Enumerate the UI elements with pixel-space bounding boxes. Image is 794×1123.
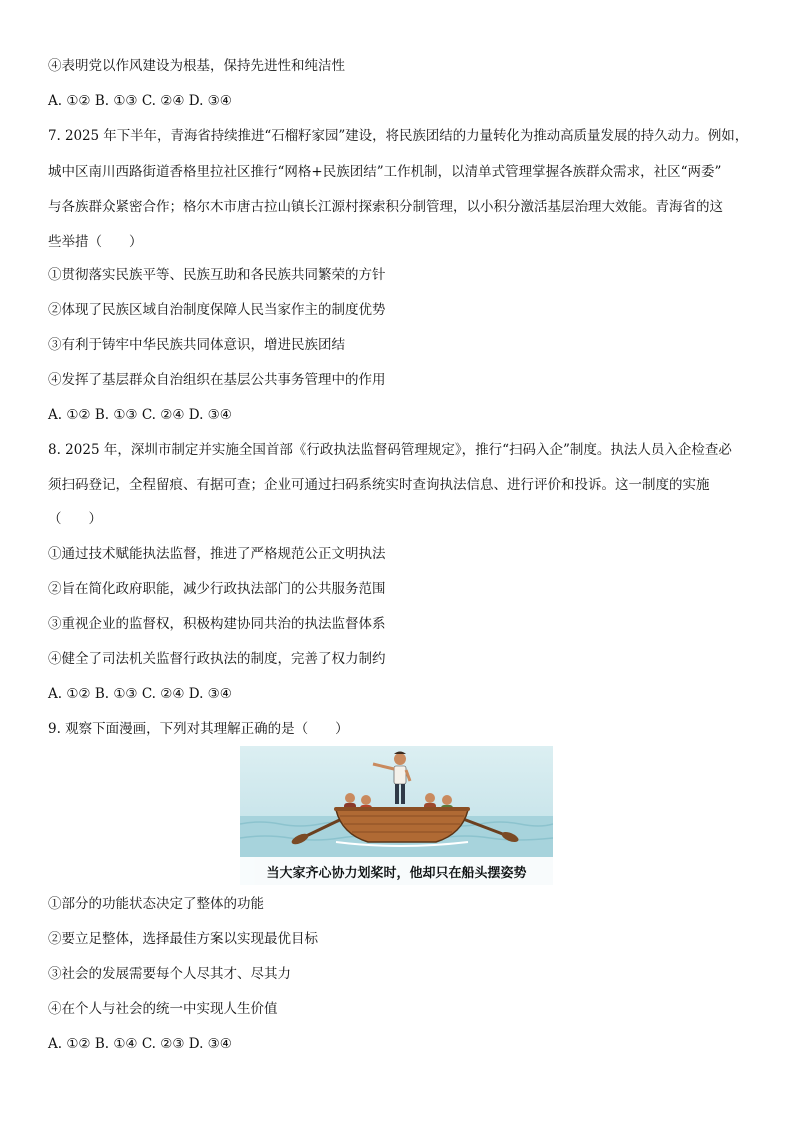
q8-stem-line-3: （ ）	[48, 511, 102, 527]
q7-option-4: ④发挥了基层群众自治组织在基层公共事务管理中的作用	[48, 372, 386, 388]
q8-option-2: ②旨在简化政府职能，减少行政执法部门的公共服务范围	[48, 581, 386, 597]
q6-option-4: ④表明党以作风建设为根基，保持先进性和纯洁性	[48, 58, 345, 74]
q7-stem-line-3: 与各族群众紧密合作；格尔木市唐古拉山镇长江源村探索积分制管理，以小积分激活基层治理大效能。青海省的这	[48, 199, 723, 215]
q7-stem-line-4: 些举措（ ）	[48, 234, 143, 250]
q9-answer-choices: A. ①② B. ①④ C. ②③ D. ③④	[48, 1036, 232, 1052]
q7-option-3: ③有利于铸牢中华民族共同体意识，增进民族团结	[48, 337, 345, 353]
q9-option-4: ④在个人与社会的统一中实现人生价值	[48, 1001, 278, 1017]
cartoon-caption-bar	[240, 857, 553, 885]
q8-stem-line-1: 8. 2025 年，深圳市制定并实施全国首部《行政执法监督码管理规定》，推行“扫码入企”制度。执法人员入企检查必	[48, 442, 732, 458]
cartoon-caption: 当大家齐心协力划桨时，他却只在船头摆姿势	[266, 865, 527, 881]
q8-answer-choices: A. ①② B. ①③ C. ②④ D. ③④	[48, 686, 232, 702]
q8-stem-line-2: 须扫码登记，全程留痕、有据可查；企业可通过扫码系统实时查询执法信息、进行评价和投诉。这一制度的实施	[48, 477, 710, 493]
q9-option-1: ①部分的功能状态决定了整体的功能	[48, 896, 264, 912]
q8-option-4: ④健全了司法机关监督行政执法的制度，完善了权力制约	[48, 651, 386, 667]
q9-stem: 9. 观察下面漫画，下列对其理解正确的是（ ）	[48, 721, 349, 737]
q8-option-1: ①通过技术赋能执法监督，推进了严格规范公正文明执法	[48, 546, 386, 562]
rowing-boat-cartoon	[240, 746, 553, 885]
q9-option-2: ②要立足整体，选择最佳方案以实现最优目标	[48, 931, 318, 947]
q6-answer-choices: A. ①② B. ①③ C. ②④ D. ③④	[48, 93, 232, 109]
q8-option-3: ③重视企业的监督权，积极构建协同共治的执法监督体系	[48, 616, 386, 632]
q7-stem-line-1: 7. 2025 年下半年，青海省持续推进“石榴籽家园”建设，将民族团结的力量转化为推动高质量发展的持久动力。例如，	[48, 128, 749, 144]
q7-option-1: ①贯彻落实民族平等、民族互助和各民族共同繁荣的方针	[48, 267, 386, 283]
q7-option-2: ②体现了民族区域自治制度保障人民当家作主的制度优势	[48, 302, 386, 318]
q7-stem-line-2: 城中区南川西路街道香格里拉社区推行“网格+民族团结”工作机制，以清单式管理掌握各族群众需求，社区“两委”	[48, 164, 722, 180]
q9-option-3: ③社会的发展需要每个人尽其才、尽其力	[48, 966, 291, 982]
q7-answer-choices: A. ①② B. ①③ C. ②④ D. ③④	[48, 407, 232, 423]
